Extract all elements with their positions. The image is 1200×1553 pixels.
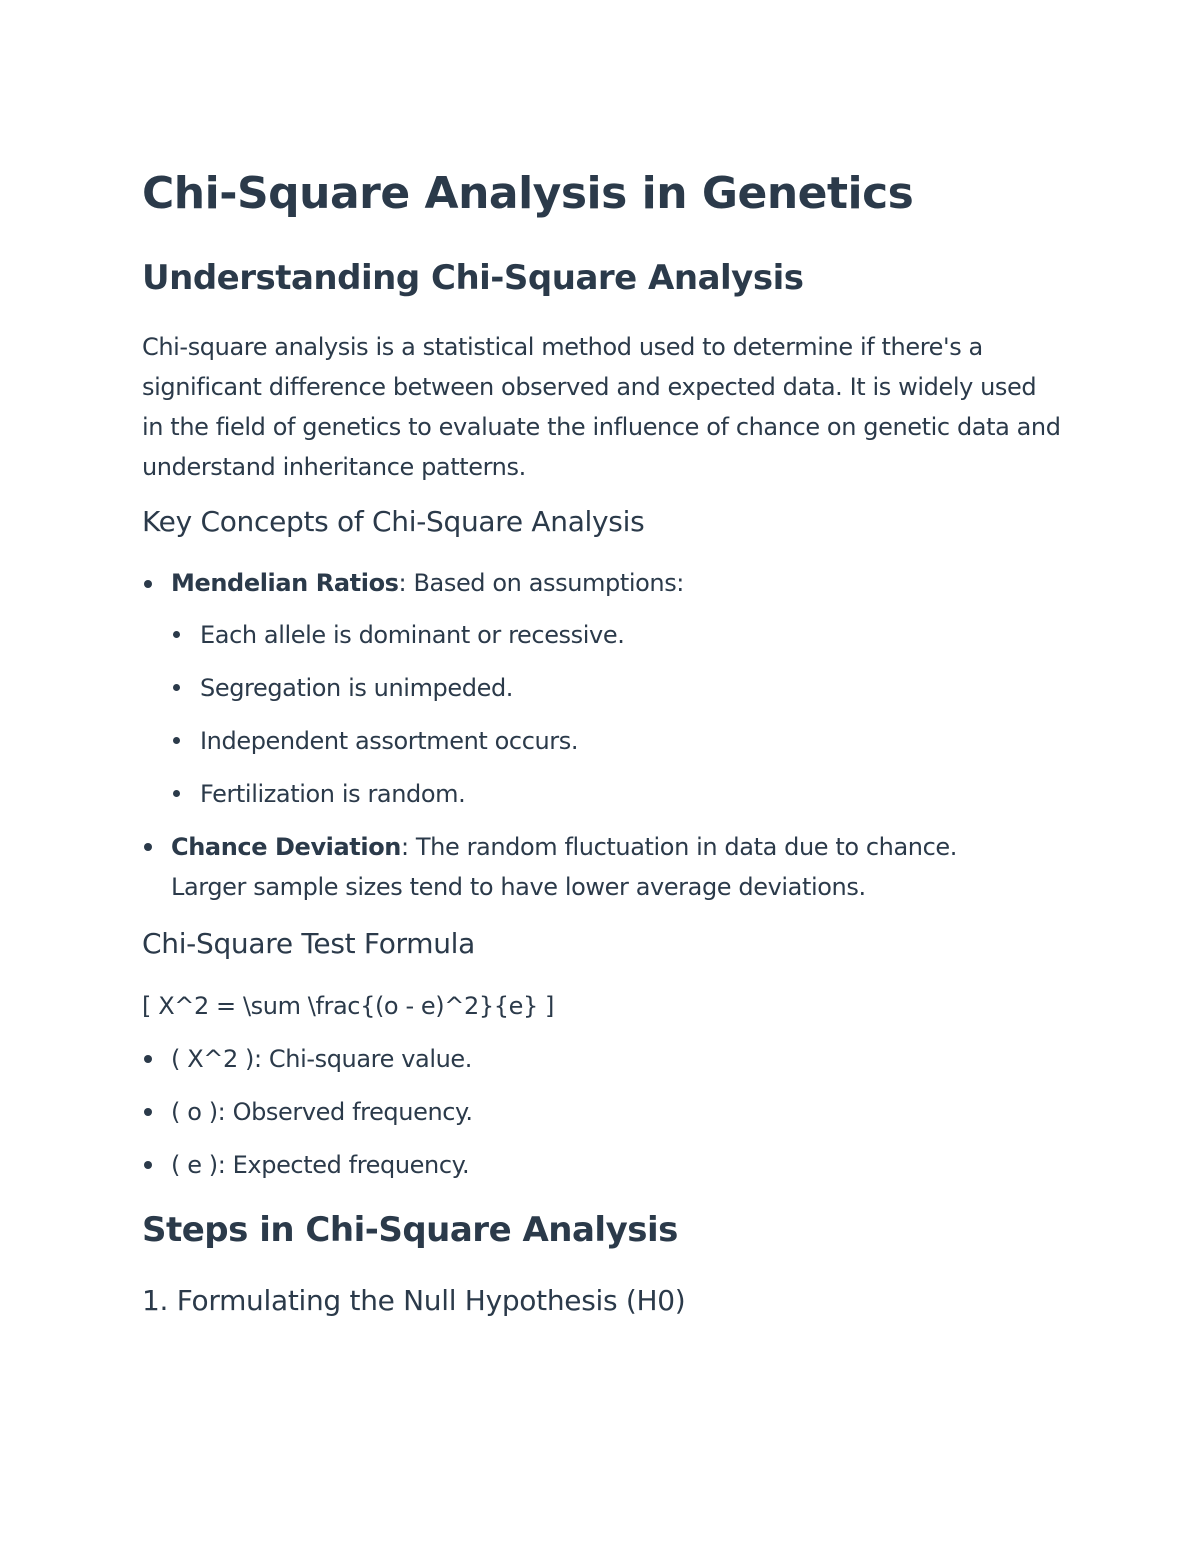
list-item-text: ( e ): Expected frequency. xyxy=(171,1151,470,1179)
bullet-icon xyxy=(173,790,180,797)
bullet-icon xyxy=(144,1161,152,1169)
list-item-text: ( o ): Observed frequency. xyxy=(171,1098,473,1126)
bullet-icon xyxy=(144,1108,152,1116)
list-item-text xyxy=(171,827,1011,907)
bullet-icon xyxy=(144,843,152,851)
term-chance-deviation: Chance Deviation xyxy=(171,833,401,861)
sub-list-item-text: Independent assortment occurs. xyxy=(200,727,579,755)
bullet-icon xyxy=(173,684,180,691)
section-heading-understanding: Understanding Chi-Square Analysis xyxy=(142,258,804,298)
subheading-step-1: 1. Formulating the Null Hypothesis (H0) xyxy=(142,1284,686,1317)
list-item-text xyxy=(171,563,684,603)
chance-description: : The random fluctuation in data due to chance. Larger sample sizes tend to have lower average deviations. xyxy=(171,833,958,901)
bullet-icon xyxy=(144,1055,152,1063)
mendelian-description: : Based on assumptions: xyxy=(398,569,684,597)
term-mendelian-ratios: Mendelian Ratios xyxy=(171,569,399,597)
bullet-icon xyxy=(173,737,180,744)
subheading-formula: Chi-Square Test Formula xyxy=(142,927,476,960)
sub-list-item-text: Fertilization is random. xyxy=(200,780,466,808)
document-title: Chi-Square Analysis in Genetics xyxy=(142,168,914,219)
list-item-text: ( X^2 ): Chi-square value. xyxy=(171,1045,472,1073)
sub-list-item-text: Each allele is dominant or recessive. xyxy=(200,621,625,649)
bullet-icon xyxy=(144,580,152,588)
intro-paragraph: Chi-square analysis is a statistical method used to determine if there's a significant difference between observed and expected data. It is widely used in the field of genetics to evaluate the influence of chance on genetic data and understand inheritance patterns. xyxy=(142,333,1061,481)
formula-expression: [ X^2 = \sum \frac{(o - e)^2}{e} ] xyxy=(142,992,555,1020)
bullet-icon xyxy=(173,631,180,638)
section-heading-steps: Steps in Chi-Square Analysis xyxy=(142,1210,678,1250)
subheading-key-concepts: Key Concepts of Chi-Square Analysis xyxy=(142,505,645,538)
sub-list-item-text: Segregation is unimpeded. xyxy=(200,674,514,702)
